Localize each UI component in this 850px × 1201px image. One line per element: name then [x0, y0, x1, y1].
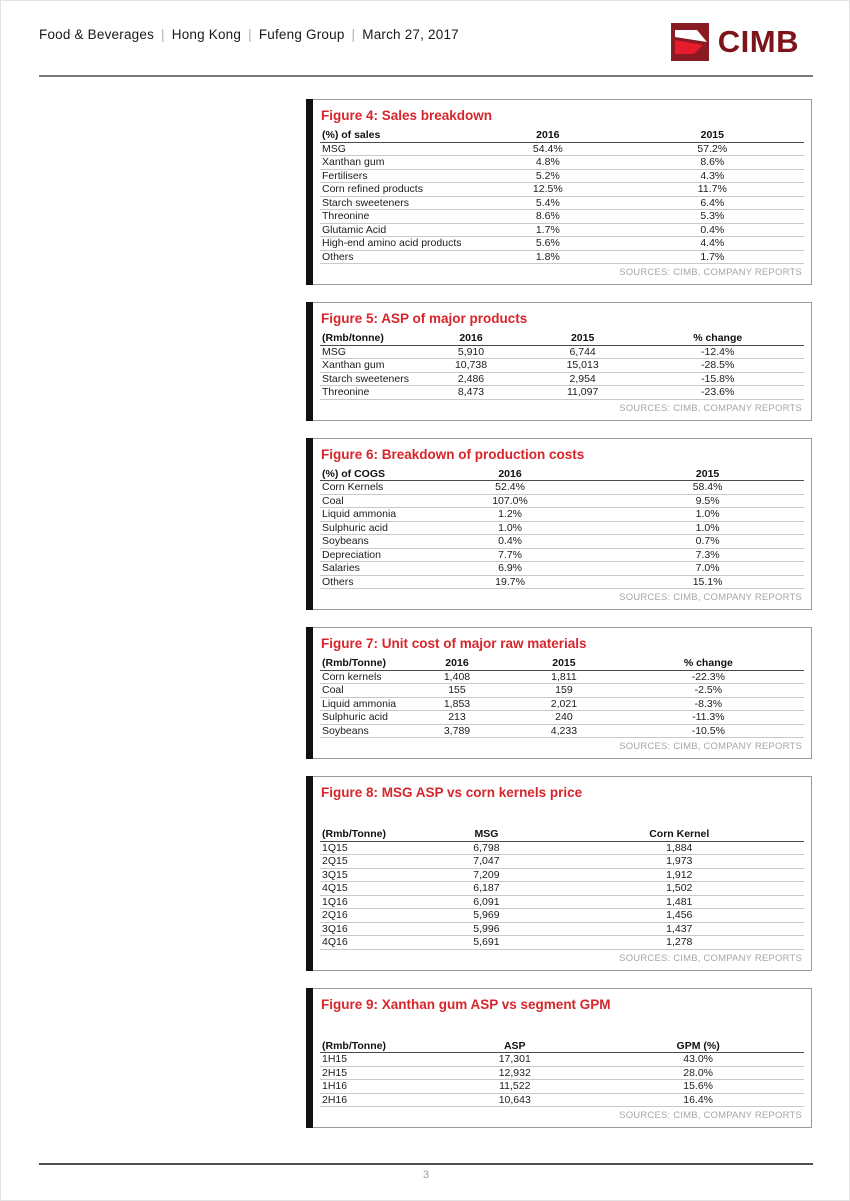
cell-value: -8.3% — [613, 697, 804, 711]
table-header-row — [320, 332, 804, 345]
figure-box-msg-asp-vs-corn — [306, 776, 812, 971]
cell-value: 1,811 — [515, 670, 613, 684]
cell-value: 8.6% — [475, 210, 621, 224]
cell-value: 3,789 — [399, 724, 515, 738]
cell-value: 28.0% — [592, 1066, 804, 1080]
cell-value: 1,456 — [555, 909, 805, 923]
row-label: Others — [320, 250, 475, 264]
cell-value: 6,091 — [418, 895, 554, 909]
cell-value: 1.0% — [611, 508, 804, 522]
cell-value: 12.5% — [475, 183, 621, 197]
table-row — [320, 575, 804, 589]
breadcrumb-separator: | — [161, 27, 165, 42]
table-row — [320, 386, 804, 400]
row-label: Starch sweeteners — [320, 196, 475, 210]
cell-value: 1,884 — [555, 841, 805, 855]
column-header: (Rmb/tonne) — [320, 332, 408, 345]
row-label: Coal — [320, 684, 399, 698]
cell-value: 5,910 — [408, 345, 534, 359]
table-row — [320, 711, 804, 725]
table-body — [320, 841, 804, 949]
table-row — [320, 562, 804, 576]
cell-value: 54.4% — [475, 142, 621, 156]
page-number: 3 — [422, 1169, 430, 1181]
figure-box-production-costs — [306, 438, 812, 611]
cell-value: 159 — [515, 684, 613, 698]
cell-value: 57.2% — [621, 142, 804, 156]
row-label: Fertilisers — [320, 169, 475, 183]
cell-value: 58.4% — [611, 481, 804, 495]
cell-value: 1,502 — [555, 882, 805, 896]
column-header: % change — [613, 657, 804, 670]
cell-value: 1.0% — [611, 521, 804, 535]
table-row — [320, 521, 804, 535]
row-label: Xanthan gum — [320, 156, 475, 170]
row-label: MSG — [320, 345, 408, 359]
cell-value: 12,932 — [437, 1066, 592, 1080]
table-row — [320, 508, 804, 522]
figure-table — [320, 129, 804, 264]
column-header: MSG — [418, 828, 554, 841]
cell-value: 1.0% — [409, 521, 611, 535]
table-body — [320, 142, 804, 264]
column-header: Corn Kernel — [555, 828, 805, 841]
cell-value: 11.7% — [621, 183, 804, 197]
cell-value: 1,481 — [555, 895, 805, 909]
table-row — [320, 142, 804, 156]
cell-value: 8.6% — [621, 156, 804, 170]
figure-accent-bar — [306, 776, 313, 971]
row-label: Xanthan gum — [320, 359, 408, 373]
cell-value: -12.4% — [631, 345, 804, 359]
cell-value: -15.8% — [631, 372, 804, 386]
cell-value: 19.7% — [409, 575, 611, 589]
figure-accent-bar — [306, 99, 313, 285]
row-label: Starch sweeteners — [322, 372, 409, 385]
figure-accent-bar — [306, 438, 313, 611]
table-row — [320, 670, 804, 684]
cimb-logo-icon — [671, 23, 709, 61]
row-label: 2H16 — [320, 1093, 437, 1107]
table-row — [320, 1080, 804, 1094]
cell-value: 155 — [399, 684, 515, 698]
cell-value: 0.7% — [611, 535, 804, 549]
row-label: Liquid ammonia — [320, 508, 409, 522]
figure-table — [320, 468, 804, 590]
breadcrumb-region: Hong Kong — [171, 27, 242, 42]
source-note: SOURCES: CIMB, COMPANY REPORTS — [619, 402, 802, 414]
cell-value: 5,969 — [418, 909, 554, 923]
cell-value: 6,187 — [418, 882, 554, 896]
cell-value: 10,738 — [408, 359, 534, 373]
figure-box-raw-material-costs — [306, 627, 812, 759]
footer-divider — [39, 1163, 813, 1165]
cell-value: 5.3% — [621, 210, 804, 224]
row-label: Soybeans — [320, 535, 409, 549]
table-row — [320, 548, 804, 562]
row-label: Glutamic Acid — [320, 223, 475, 237]
column-header: 2015 — [611, 468, 804, 481]
row-label: Corn refined products — [320, 183, 475, 197]
figure-box-xanthan-asp-vs-gpm — [306, 988, 812, 1129]
cell-value: 15.1% — [611, 575, 804, 589]
row-label: 3Q16 — [320, 922, 418, 936]
cell-value: 2,486 — [408, 372, 534, 386]
cell-value: 0.4% — [621, 223, 804, 237]
source-note: SOURCES: CIMB, COMPANY REPORTS — [619, 741, 802, 752]
table-row — [320, 237, 804, 251]
cell-value: 2,954 — [534, 372, 632, 386]
cell-value: 10,643 — [437, 1093, 592, 1107]
table-row — [320, 936, 804, 950]
table-row — [320, 1093, 804, 1107]
row-label: 1Q16 — [320, 895, 418, 909]
table-row — [320, 724, 804, 738]
cell-value: 17,301 — [437, 1053, 592, 1067]
cell-value: 15,013 — [534, 359, 632, 373]
table-row — [320, 855, 804, 869]
table-row — [320, 359, 804, 373]
table-row — [320, 868, 804, 882]
figure-table — [320, 657, 804, 738]
figure-table — [320, 1040, 804, 1108]
table-row — [320, 922, 804, 936]
table-row — [320, 841, 804, 855]
cell-value: 4.8% — [475, 156, 621, 170]
figure-title: Figure 6: Breakdown of production costs — [321, 446, 585, 462]
column-header: 2015 — [515, 657, 613, 670]
figure-table — [320, 332, 804, 400]
cell-value: -28.5% — [631, 359, 804, 373]
cell-value: 107.0% — [409, 494, 611, 508]
cell-value: 43.0% — [592, 1053, 804, 1067]
cell-value: -22.3% — [613, 670, 804, 684]
column-header: 2016 — [409, 468, 611, 481]
table-body — [320, 1053, 804, 1107]
table-body — [320, 481, 804, 589]
figure-box-asp-major-products — [306, 302, 812, 421]
row-label: Soybeans — [320, 724, 399, 738]
cell-value: 1.7% — [621, 250, 804, 264]
column-header: % change — [631, 332, 804, 345]
cell-value: 8,473 — [408, 386, 534, 400]
figure-box-sales-breakdown — [306, 99, 812, 285]
column-header: 2016 — [475, 129, 621, 142]
row-label: 3Q15 — [320, 868, 418, 882]
cell-value: 4.3% — [621, 169, 804, 183]
breadcrumb-sector: Food & Beverages — [39, 27, 155, 42]
row-label: MSG — [320, 142, 475, 156]
cell-value: 7,047 — [418, 855, 554, 869]
source-note: SOURCES: CIMB, COMPANY REPORTS — [619, 592, 802, 603]
table-header-row — [320, 129, 804, 142]
figure-accent-bar — [306, 988, 313, 1129]
row-label: 2H15 — [320, 1066, 437, 1080]
cell-value: -2.5% — [613, 684, 804, 698]
source-note: SOURCES: CIMB, COMPANY REPORTS — [619, 1110, 802, 1121]
cell-value: 2,021 — [515, 697, 613, 711]
cell-value: 11,097 — [534, 386, 632, 400]
table-body — [320, 670, 804, 738]
table-row — [320, 697, 804, 711]
figure-title: Figure 5: ASP of major products — [321, 311, 528, 326]
table-row — [320, 345, 804, 359]
row-label: 4Q15 — [320, 882, 418, 896]
table-header-row — [320, 657, 804, 670]
table-header-row — [320, 468, 804, 481]
cell-value: 9.5% — [611, 494, 804, 508]
cell-value: 5.6% — [475, 237, 621, 251]
cell-value: 1,437 — [555, 922, 805, 936]
cell-value: 4,233 — [515, 724, 613, 738]
cell-value: 6.4% — [621, 196, 804, 210]
row-label: High-end amino acid products — [320, 237, 475, 251]
cell-value: -11.3% — [613, 711, 804, 725]
row-label: Sulphuric acid — [320, 521, 409, 535]
row-label: 1H15 — [320, 1053, 437, 1067]
cell-value: 5,691 — [418, 936, 554, 950]
row-label: Depreciation — [320, 548, 409, 562]
cell-value: 4.4% — [621, 237, 804, 251]
row-label: Others — [320, 575, 409, 589]
table-row — [320, 535, 804, 549]
cell-value: 6.9% — [409, 562, 611, 576]
cell-value: -23.6% — [631, 386, 804, 400]
cell-value: 1.8% — [475, 250, 621, 264]
table-row — [320, 895, 804, 909]
cell-value: 16.4% — [592, 1093, 804, 1107]
row-label: Threonine — [320, 386, 408, 400]
header-divider — [39, 75, 813, 77]
source-note: SOURCES: CIMB, COMPANY REPORTS — [619, 267, 802, 278]
cell-value: -10.5% — [613, 724, 804, 738]
table-row — [320, 169, 804, 183]
column-header: (%) of COGS — [320, 468, 409, 481]
breadcrumb-date: March 27, 2017 — [362, 27, 459, 42]
column-header: (Rmb/Tonne) — [320, 657, 399, 670]
table-row — [320, 684, 804, 698]
cell-value: 7.7% — [409, 548, 611, 562]
column-header: ASP — [437, 1040, 592, 1053]
table-row — [320, 494, 804, 508]
column-header: (Rmb/Tonne) — [320, 828, 418, 841]
table-row — [320, 183, 804, 197]
table-row — [320, 1053, 804, 1067]
cell-value: 1,973 — [555, 855, 805, 869]
breadcrumb-company: Fufeng Group — [258, 27, 345, 42]
cell-value: 5,996 — [418, 922, 554, 936]
column-header: (Rmb/Tonne) — [320, 1040, 437, 1053]
row-label: Threonine — [320, 210, 475, 224]
breadcrumb-separator: | — [248, 27, 252, 42]
table-header-row — [320, 828, 804, 841]
table-row — [320, 1066, 804, 1080]
row-label: 2Q15 — [320, 855, 418, 869]
cell-value: 5.4% — [475, 196, 621, 210]
cell-value: 52.4% — [409, 481, 611, 495]
breadcrumb — [39, 27, 459, 42]
source-note: SOURCES: CIMB, COMPANY REPORTS — [619, 952, 802, 964]
figure-title: Figure 4: Sales breakdown — [321, 108, 493, 123]
row-label: Sulphuric acid — [320, 711, 399, 725]
table-row — [320, 909, 804, 923]
cell-value: 5.2% — [475, 169, 621, 183]
row-label: 1Q15 — [320, 841, 418, 855]
cell-value: 0.4% — [409, 535, 611, 549]
table-row — [320, 250, 804, 264]
cell-value: 1,853 — [399, 697, 515, 711]
figures-column — [306, 99, 812, 1145]
page-header — [39, 23, 811, 67]
row-label: 1H16 — [320, 1080, 437, 1094]
table-row — [320, 223, 804, 237]
cell-value: 7.0% — [611, 562, 804, 576]
column-header: (%) of sales — [320, 129, 475, 142]
row-label: Corn Kernels — [320, 481, 409, 495]
column-header: 2016 — [408, 332, 534, 345]
row-label: Coal — [320, 494, 409, 508]
table-row — [320, 196, 804, 210]
cimb-logo — [671, 23, 799, 61]
figure-title: Figure 7: Unit cost of major raw materials — [321, 636, 587, 651]
table-row — [320, 156, 804, 170]
column-header: GPM (%) — [592, 1040, 804, 1053]
row-label: Salaries — [320, 562, 409, 576]
figure-accent-bar — [306, 627, 313, 759]
column-header: 2016 — [399, 657, 515, 670]
cell-value: 1,408 — [399, 670, 515, 684]
figure-title: Figure 9: Xanthan gum ASP vs segment GPM — [321, 996, 611, 1012]
cell-value: 213 — [399, 711, 515, 725]
row-label: Corn kernels — [320, 670, 399, 684]
cell-value: 7,209 — [418, 868, 554, 882]
cell-value: 11,522 — [437, 1080, 592, 1094]
table-row — [320, 372, 804, 386]
column-header: 2015 — [534, 332, 632, 345]
cell-value: 15.6% — [592, 1080, 804, 1094]
cimb-logo-text: CIMB — [717, 24, 799, 59]
table-header-row — [320, 1040, 804, 1053]
cell-value: 6,744 — [534, 345, 632, 359]
cell-value: 7.3% — [611, 548, 804, 562]
row-label: Liquid ammonia — [320, 697, 399, 711]
cell-value: 6,798 — [418, 841, 554, 855]
figure-accent-bar — [306, 302, 313, 421]
breadcrumb-separator: | — [351, 27, 356, 42]
row-label: 4Q16 — [320, 936, 418, 950]
column-header: 2015 — [621, 129, 804, 142]
table-row — [320, 882, 804, 896]
figure-table — [320, 828, 804, 950]
table-row — [320, 210, 804, 224]
table-body — [320, 345, 804, 399]
cell-value: 1,278 — [555, 936, 805, 950]
cell-value: 1,912 — [555, 868, 805, 882]
figure-title: Figure 8: MSG ASP vs corn kernels price — [321, 785, 583, 800]
cell-value: 1.7% — [475, 223, 621, 237]
table-row — [320, 481, 804, 495]
cell-value: 1.2% — [409, 508, 611, 522]
cell-value: 240 — [515, 711, 613, 725]
row-label: 2Q16 — [320, 909, 418, 923]
